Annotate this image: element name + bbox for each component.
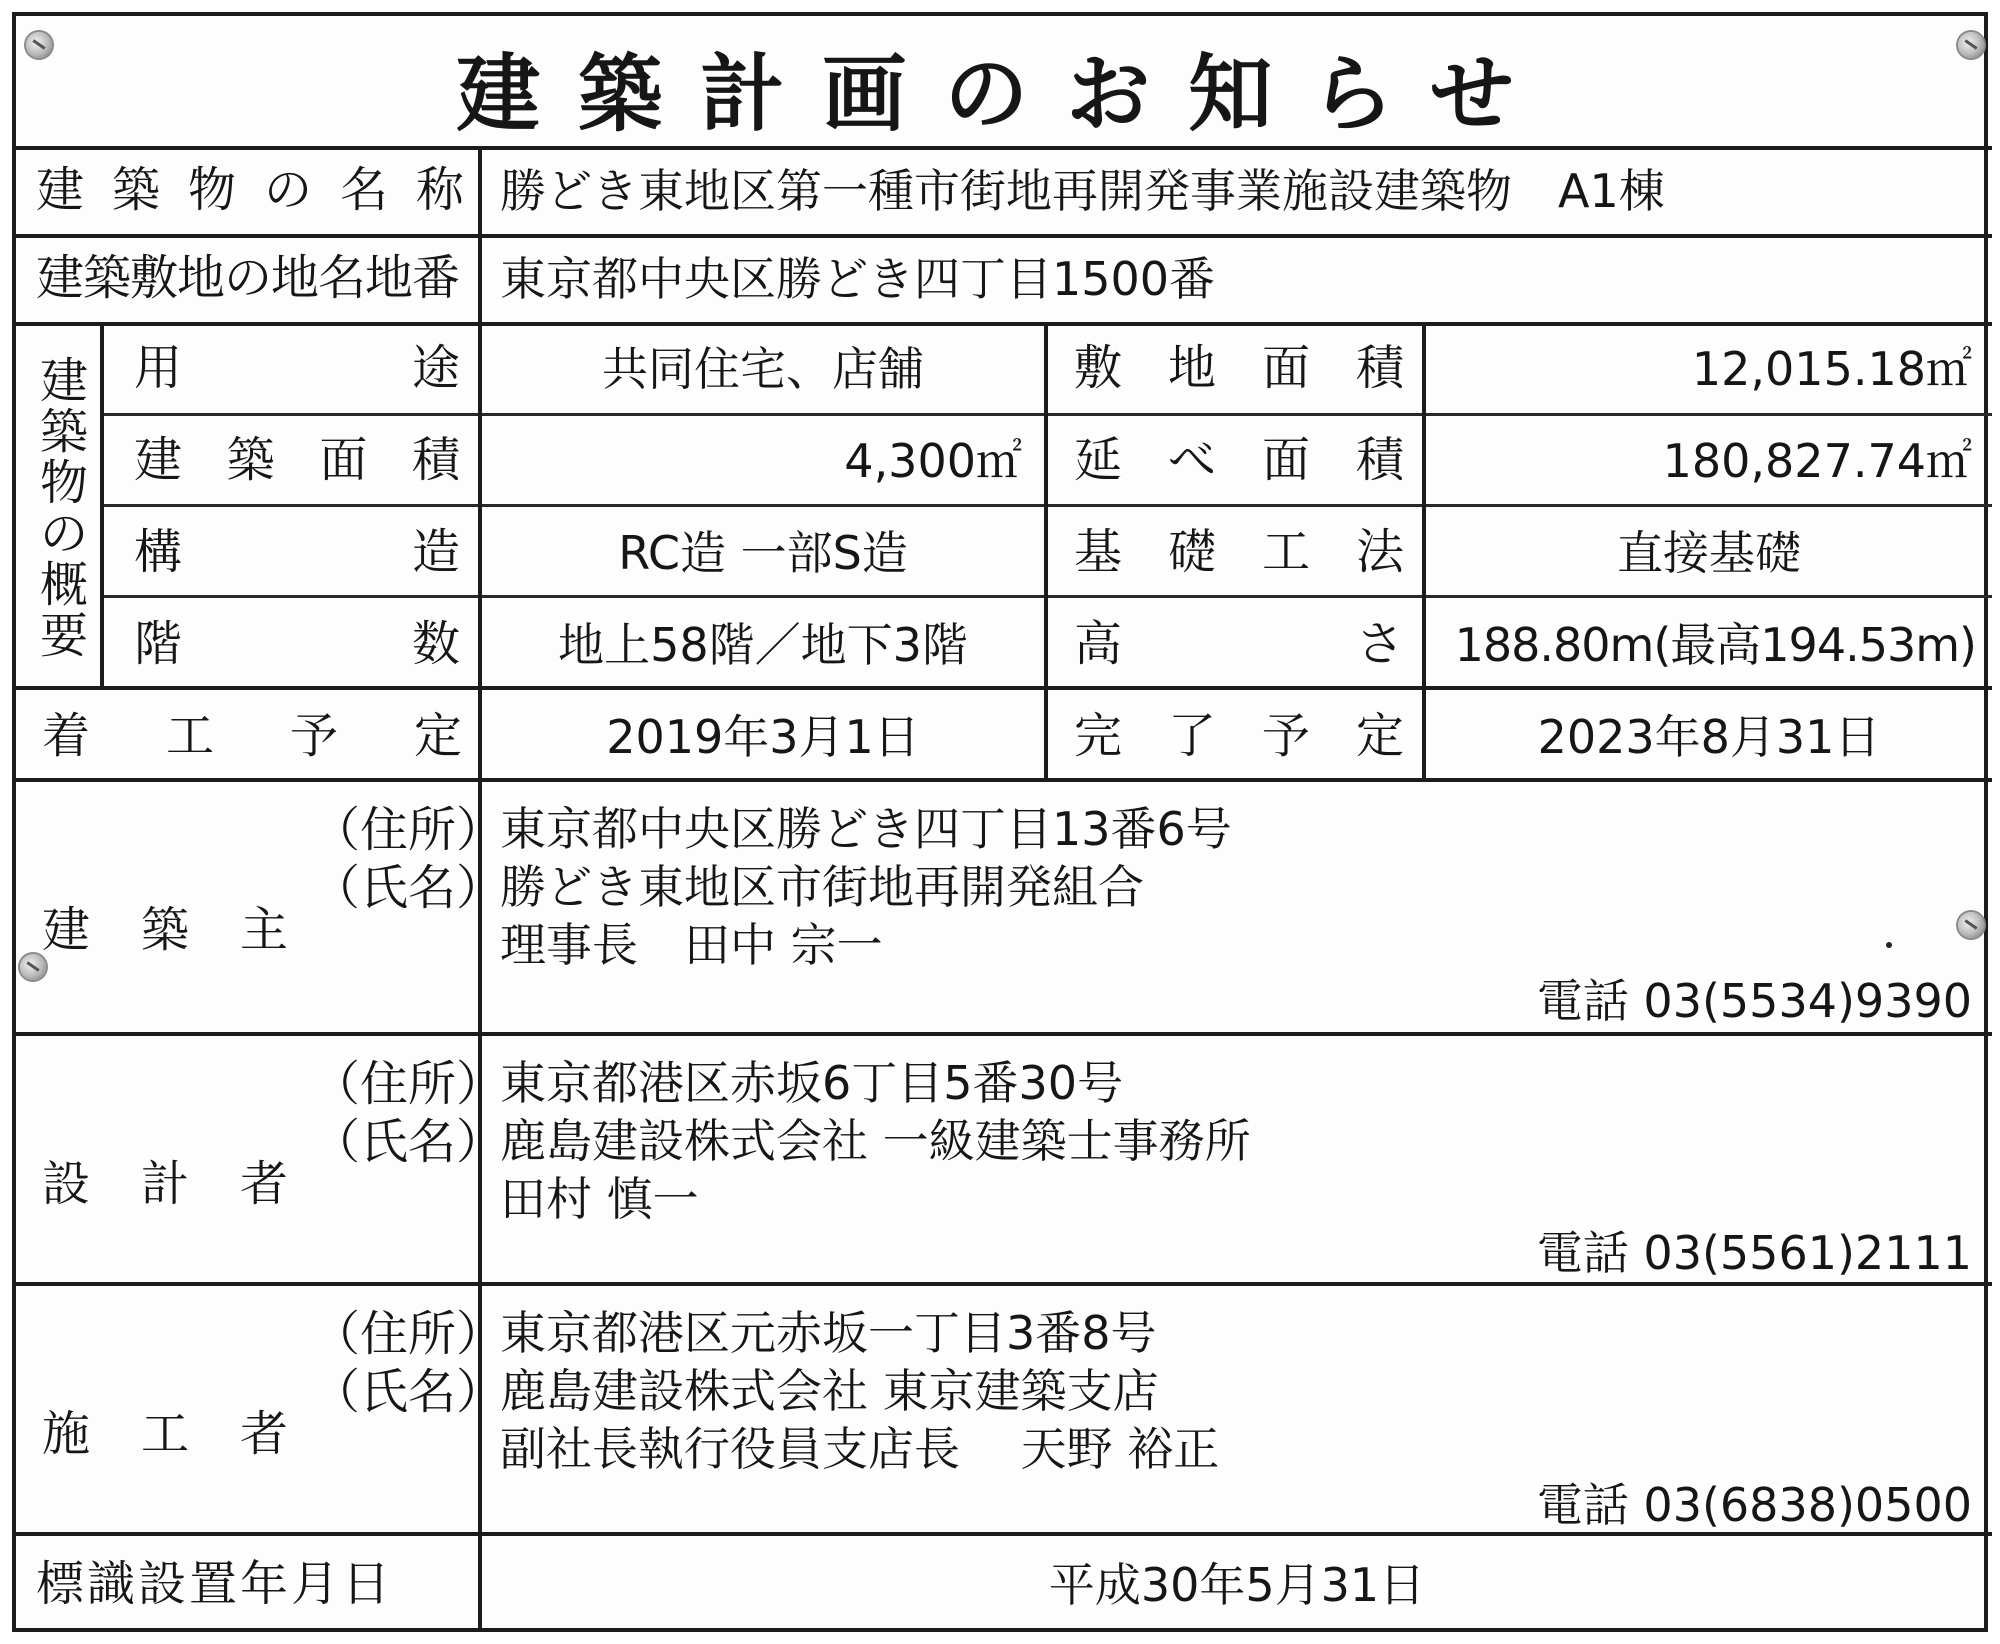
floors-value: 地上58階／地下3階: [558, 618, 968, 672]
floors-label: 階 数: [134, 616, 460, 672]
designer-representative: 田村 慎一: [500, 1172, 699, 1226]
contractor-label: 施 工 者: [42, 1406, 288, 1462]
owner-name-tag: （氏名）: [312, 860, 505, 916]
contractor-address-tag: （住所）: [312, 1306, 505, 1362]
posting-date-value: 平成30年5月31日: [1048, 1558, 1426, 1612]
divider: [16, 1532, 1992, 1536]
contractor-name: 鹿島建設株式会社 東京建築支店: [500, 1364, 1159, 1418]
foundation-value: 直接基礎: [1617, 526, 1801, 580]
owner-label: 建 築 主: [42, 902, 288, 958]
use-value: 共同住宅、店舗: [602, 342, 924, 396]
divider: [16, 234, 1992, 238]
owner-address-tag: （住所）: [312, 802, 505, 858]
height-label: 高 さ: [1074, 616, 1404, 672]
site-area-value: 12,015.18㎡: [1691, 342, 1972, 396]
end-label: 完 了 予 定: [1074, 708, 1404, 764]
divider: [16, 1282, 1992, 1286]
overview-label: 建 築 物 の 概 要: [39, 353, 88, 664]
contractor-representative: 副社長執行役員支店長 天野 裕正: [500, 1422, 1220, 1476]
owner-name: 勝どき東地区市街地再開発組合: [500, 860, 1144, 914]
site-address-value: 東京都中央区勝どき四丁目1500番: [500, 252, 1216, 306]
use-label: 用 途: [134, 340, 460, 396]
building-name-label: 建 築 物 の 名 称: [36, 162, 464, 218]
start-value: 2019年3月1日: [606, 710, 920, 764]
contractor-address: 東京都港区元赤坂一丁目3番8号: [500, 1306, 1157, 1360]
owner-address: 東京都中央区勝どき四丁目13番6号: [500, 802, 1232, 856]
contractor-name-tag: （氏名）: [312, 1364, 505, 1420]
structure-label: 構 造: [134, 524, 460, 580]
total-floor-area-value: 180,827.74㎡: [1662, 434, 1972, 488]
designer-name: 鹿島建設株式会社 一級建築士事務所: [500, 1114, 1251, 1168]
total-floor-area-label: 延 べ 面 積: [1074, 432, 1404, 488]
owner-representative: 理事長 田中 宗一: [500, 918, 883, 972]
contractor-phone: 電話 03(6838)0500: [1536, 1478, 1972, 1532]
designer-label: 設 計 者: [42, 1156, 288, 1212]
building-area-value: 4,300㎡: [844, 434, 1022, 488]
start-label: 着 工 予 定: [42, 708, 462, 764]
divider: [16, 778, 1992, 782]
posting-date-label: 標識設置年月日: [36, 1556, 394, 1612]
building-area-label: 建 築 面 積: [134, 432, 460, 488]
divider: [16, 1032, 1992, 1036]
designer-phone: 電話 03(5561)2111: [1536, 1226, 1972, 1280]
designer-address-tag: （住所）: [312, 1056, 505, 1112]
designer-name-tag: （氏名）: [312, 1114, 505, 1170]
page-title: 建築計画のお知らせ: [456, 45, 1552, 143]
divider: [1044, 322, 1048, 780]
dirt-spot: [1886, 942, 1892, 948]
foundation-label: 基 礎 工 法: [1074, 524, 1404, 580]
owner-phone: 電話 03(5534)9390: [1536, 974, 1972, 1028]
designer-address: 東京都港区赤坂6丁目5番30号: [500, 1056, 1124, 1110]
screw-mid-right: [1958, 912, 1984, 938]
site-address-label: 建築敷地の地名地番: [36, 250, 460, 306]
divider: [16, 322, 1992, 326]
end-value: 2023年8月31日: [1537, 710, 1881, 764]
structure-value: RC造 一部S造: [618, 526, 908, 580]
building-name-value: 勝どき東地区第一種市街地再開発事業施設建築物 A1棟: [500, 164, 1665, 218]
site-area-label: 敷 地 面 積: [1074, 340, 1404, 396]
divider: [16, 686, 1992, 690]
notice-sign: [12, 12, 1988, 1632]
height-value: 188.80m(最高194.53m): [1454, 618, 1976, 672]
divider: [100, 322, 104, 688]
divider: [16, 146, 1992, 150]
